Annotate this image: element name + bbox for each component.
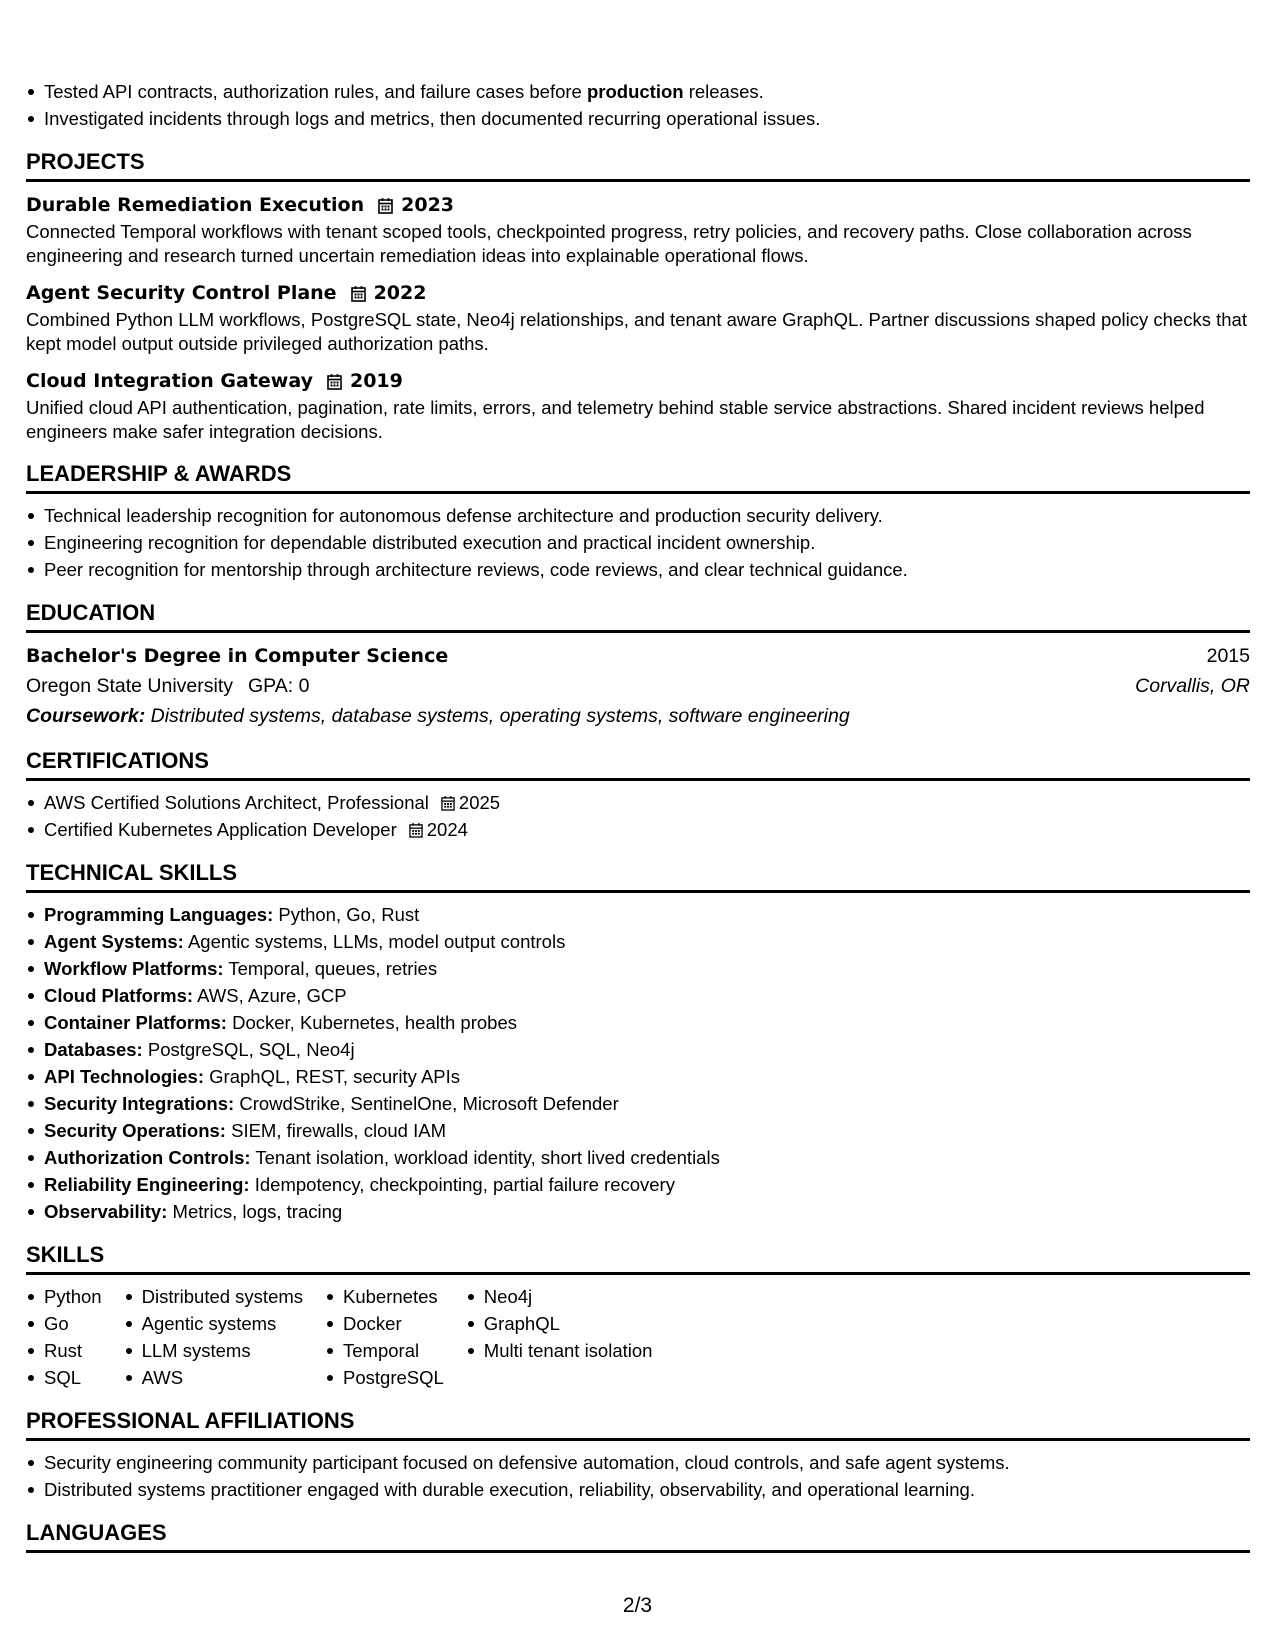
leadership-section xyxy=(26,459,1250,583)
skill-category: Programming Languages: xyxy=(44,904,274,925)
list-item: Security engineering community participant focused on defensive automation, cloud controls, and safe agent systems. xyxy=(26,1449,1250,1476)
skill-values: Agentic systems, LLMs, model output controls xyxy=(187,931,566,952)
list-item xyxy=(26,1009,1250,1036)
list-item xyxy=(26,789,1250,816)
calendar-icon xyxy=(351,285,366,302)
section-divider xyxy=(26,179,1250,182)
skill-category: Security Integrations: xyxy=(44,1093,235,1114)
skill-category: Agent Systems: xyxy=(44,931,184,952)
cert-year: 2024 xyxy=(426,819,468,840)
skill-category: Observability: xyxy=(44,1201,168,1222)
resume-content xyxy=(26,78,1250,1561)
section-title: LEADERSHIP & AWARDS xyxy=(26,461,292,486)
project-item xyxy=(26,190,1250,268)
project-description: Connected Temporal workflows with tenant scoped tools, checkpointed progress, retry policies, and recovery paths. Close collaboration across engineering and research turned uncertain remediation ideas into explainable operational flows. xyxy=(26,221,1192,266)
skill-values: Docker, Kubernetes, health probes xyxy=(232,1012,517,1033)
list-item: GraphQL xyxy=(466,1310,653,1337)
school: Oregon State University xyxy=(26,675,234,697)
list-item: Distributed systems practitioner engaged with durable execution, reliability, observability, and operational learning. xyxy=(26,1476,1250,1503)
list-item: Distributed systems xyxy=(124,1283,303,1310)
list-item: AWS xyxy=(124,1364,303,1391)
graduation-year: 2015 xyxy=(1206,645,1250,667)
list-item xyxy=(26,1144,1250,1171)
project-description: Unified cloud API authentication, pagination, rate limits, errors, and telemetry behind stable service abstractions. Shared incident reviews helped engineers make safer integration decisions. xyxy=(26,397,1205,442)
list-item: SQL xyxy=(26,1364,102,1391)
calendar-icon xyxy=(327,373,342,390)
list-item: Agentic systems xyxy=(124,1310,303,1337)
gpa: GPA: 0 xyxy=(248,675,310,697)
list-item: Temporal xyxy=(325,1337,444,1364)
project-name: Cloud Integration Gateway xyxy=(26,370,313,392)
project-description: Combined Python LLM workflows, PostgreSQL state, Neo4j relationships, and tenant aware GraphQL. Partner discussions shaped policy checks that kept model output outside privileged authorization paths. xyxy=(26,309,1247,354)
languages-section xyxy=(26,1518,1250,1553)
location: Corvallis, OR xyxy=(1135,675,1250,697)
list-item: Go xyxy=(26,1310,102,1337)
list-item: PostgreSQL xyxy=(325,1364,444,1391)
list-item: Engineering recognition for dependable distributed execution and practical incident ownership. xyxy=(26,529,1250,556)
technical-skills-list xyxy=(26,901,1250,1225)
section-divider xyxy=(26,630,1250,633)
experience-bullets xyxy=(26,78,1250,132)
project-item xyxy=(26,278,1250,356)
skill-category: Container Platforms: xyxy=(44,1012,227,1033)
list-item xyxy=(26,928,1250,955)
skill-category: API Technologies: xyxy=(44,1066,205,1087)
page-number: 2/3 xyxy=(622,1594,653,1617)
skill-values: Python, Go, Rust xyxy=(278,904,420,925)
calendar-icon xyxy=(378,197,393,214)
skill-category: Reliability Engineering: xyxy=(44,1174,250,1195)
list-item xyxy=(26,816,1250,843)
certifications-section xyxy=(26,746,1250,843)
list-item xyxy=(26,1090,1250,1117)
list-item: Python xyxy=(26,1283,102,1310)
skill-values: Temporal, queues, retries xyxy=(228,958,438,979)
skill-values: Metrics, logs, tracing xyxy=(172,1201,343,1222)
section-title: CERTIFICATIONS xyxy=(26,748,209,773)
list-item: Rust xyxy=(26,1337,102,1364)
calendar-icon xyxy=(409,822,423,838)
cert-name: AWS Certified Solutions Architect, Professional xyxy=(44,792,429,813)
calendar-icon xyxy=(441,795,455,811)
skill-values: CrowdStrike, SentinelOne, Microsoft Defender xyxy=(239,1093,619,1114)
cert-year: 2025 xyxy=(458,792,501,813)
coursework-label: Coursework: xyxy=(26,705,146,727)
education-section xyxy=(26,598,1250,731)
skills-column xyxy=(26,1283,102,1391)
skill-values: GraphQL, REST, security APIs xyxy=(209,1066,461,1087)
skill-category: Databases: xyxy=(44,1039,143,1060)
skill-values: AWS, Azure, GCP xyxy=(197,985,347,1006)
list-item: LLM systems xyxy=(124,1337,303,1364)
list-item xyxy=(26,1036,1250,1063)
list-item xyxy=(26,982,1250,1009)
list-item: Peer recognition for mentorship through architecture reviews, code reviews, and clear technical guidance. xyxy=(26,556,1250,583)
section-title: EDUCATION xyxy=(26,600,156,625)
skill-category: Workflow Platforms: xyxy=(44,958,224,979)
section-title: PROJECTS xyxy=(26,149,145,174)
skill-category: Authorization Controls: xyxy=(44,1147,251,1168)
section-divider xyxy=(26,1550,1250,1553)
list-item: Multi tenant isolation xyxy=(466,1337,653,1364)
list-item: Docker xyxy=(325,1310,444,1337)
section-divider xyxy=(26,1272,1250,1275)
section-divider xyxy=(26,491,1250,494)
skill-category: Cloud Platforms: xyxy=(44,985,194,1006)
project-name: Durable Remediation Execution xyxy=(26,194,365,216)
project-name: Agent Security Control Plane xyxy=(26,282,337,304)
skill-category: Security Operations: xyxy=(44,1120,226,1141)
section-divider xyxy=(26,778,1250,781)
list-item xyxy=(26,901,1250,928)
skills-column xyxy=(466,1283,653,1391)
list-item: Kubernetes xyxy=(325,1283,444,1310)
projects-section xyxy=(26,147,1250,444)
skills-column xyxy=(124,1283,303,1391)
list-item: Technical leadership recognition for autonomous defense architecture and production security delivery. xyxy=(26,502,1250,529)
project-item xyxy=(26,366,1250,444)
affiliations-section xyxy=(26,1406,1250,1503)
project-year: 2019 xyxy=(349,370,403,392)
list-item: Neo4j xyxy=(466,1283,653,1310)
list-item xyxy=(26,1171,1250,1198)
list-item: Investigated incidents through logs and metrics, then documented recurring operational issues. xyxy=(26,105,1250,132)
project-year: 2023 xyxy=(401,194,455,216)
skill-values: Idempotency, checkpointing, partial failure recovery xyxy=(254,1174,675,1195)
section-divider xyxy=(26,1438,1250,1441)
technical-skills-section xyxy=(26,858,1250,1225)
list-item xyxy=(26,1198,1250,1225)
list-item xyxy=(26,1063,1250,1090)
list-item xyxy=(26,1117,1250,1144)
section-divider xyxy=(26,890,1250,893)
cert-name: Certified Kubernetes Application Developer xyxy=(44,819,397,840)
degree: Bachelor's Degree in Computer Science xyxy=(26,645,449,667)
skills-section xyxy=(26,1240,1250,1391)
skill-values: PostgreSQL, SQL, Neo4j xyxy=(147,1039,355,1060)
section-title: PROFESSIONAL AFFILIATIONS xyxy=(26,1408,355,1433)
skill-values: SIEM, firewalls, cloud IAM xyxy=(231,1120,446,1141)
skills-grid xyxy=(26,1283,1250,1391)
skills-column xyxy=(325,1283,444,1391)
list-item xyxy=(26,955,1250,982)
list-item: Tested API contracts, authorization rules, and failure cases before production releases. xyxy=(26,78,1250,105)
section-title: SKILLS xyxy=(26,1242,105,1267)
skill-values: Tenant isolation, workload identity, short lived credentials xyxy=(255,1147,720,1168)
section-title: TECHNICAL SKILLS xyxy=(26,860,238,885)
coursework: Distributed systems, database systems, operating systems, software engineering xyxy=(150,705,850,727)
section-title: LANGUAGES xyxy=(26,1520,167,1545)
project-year: 2022 xyxy=(373,282,427,304)
